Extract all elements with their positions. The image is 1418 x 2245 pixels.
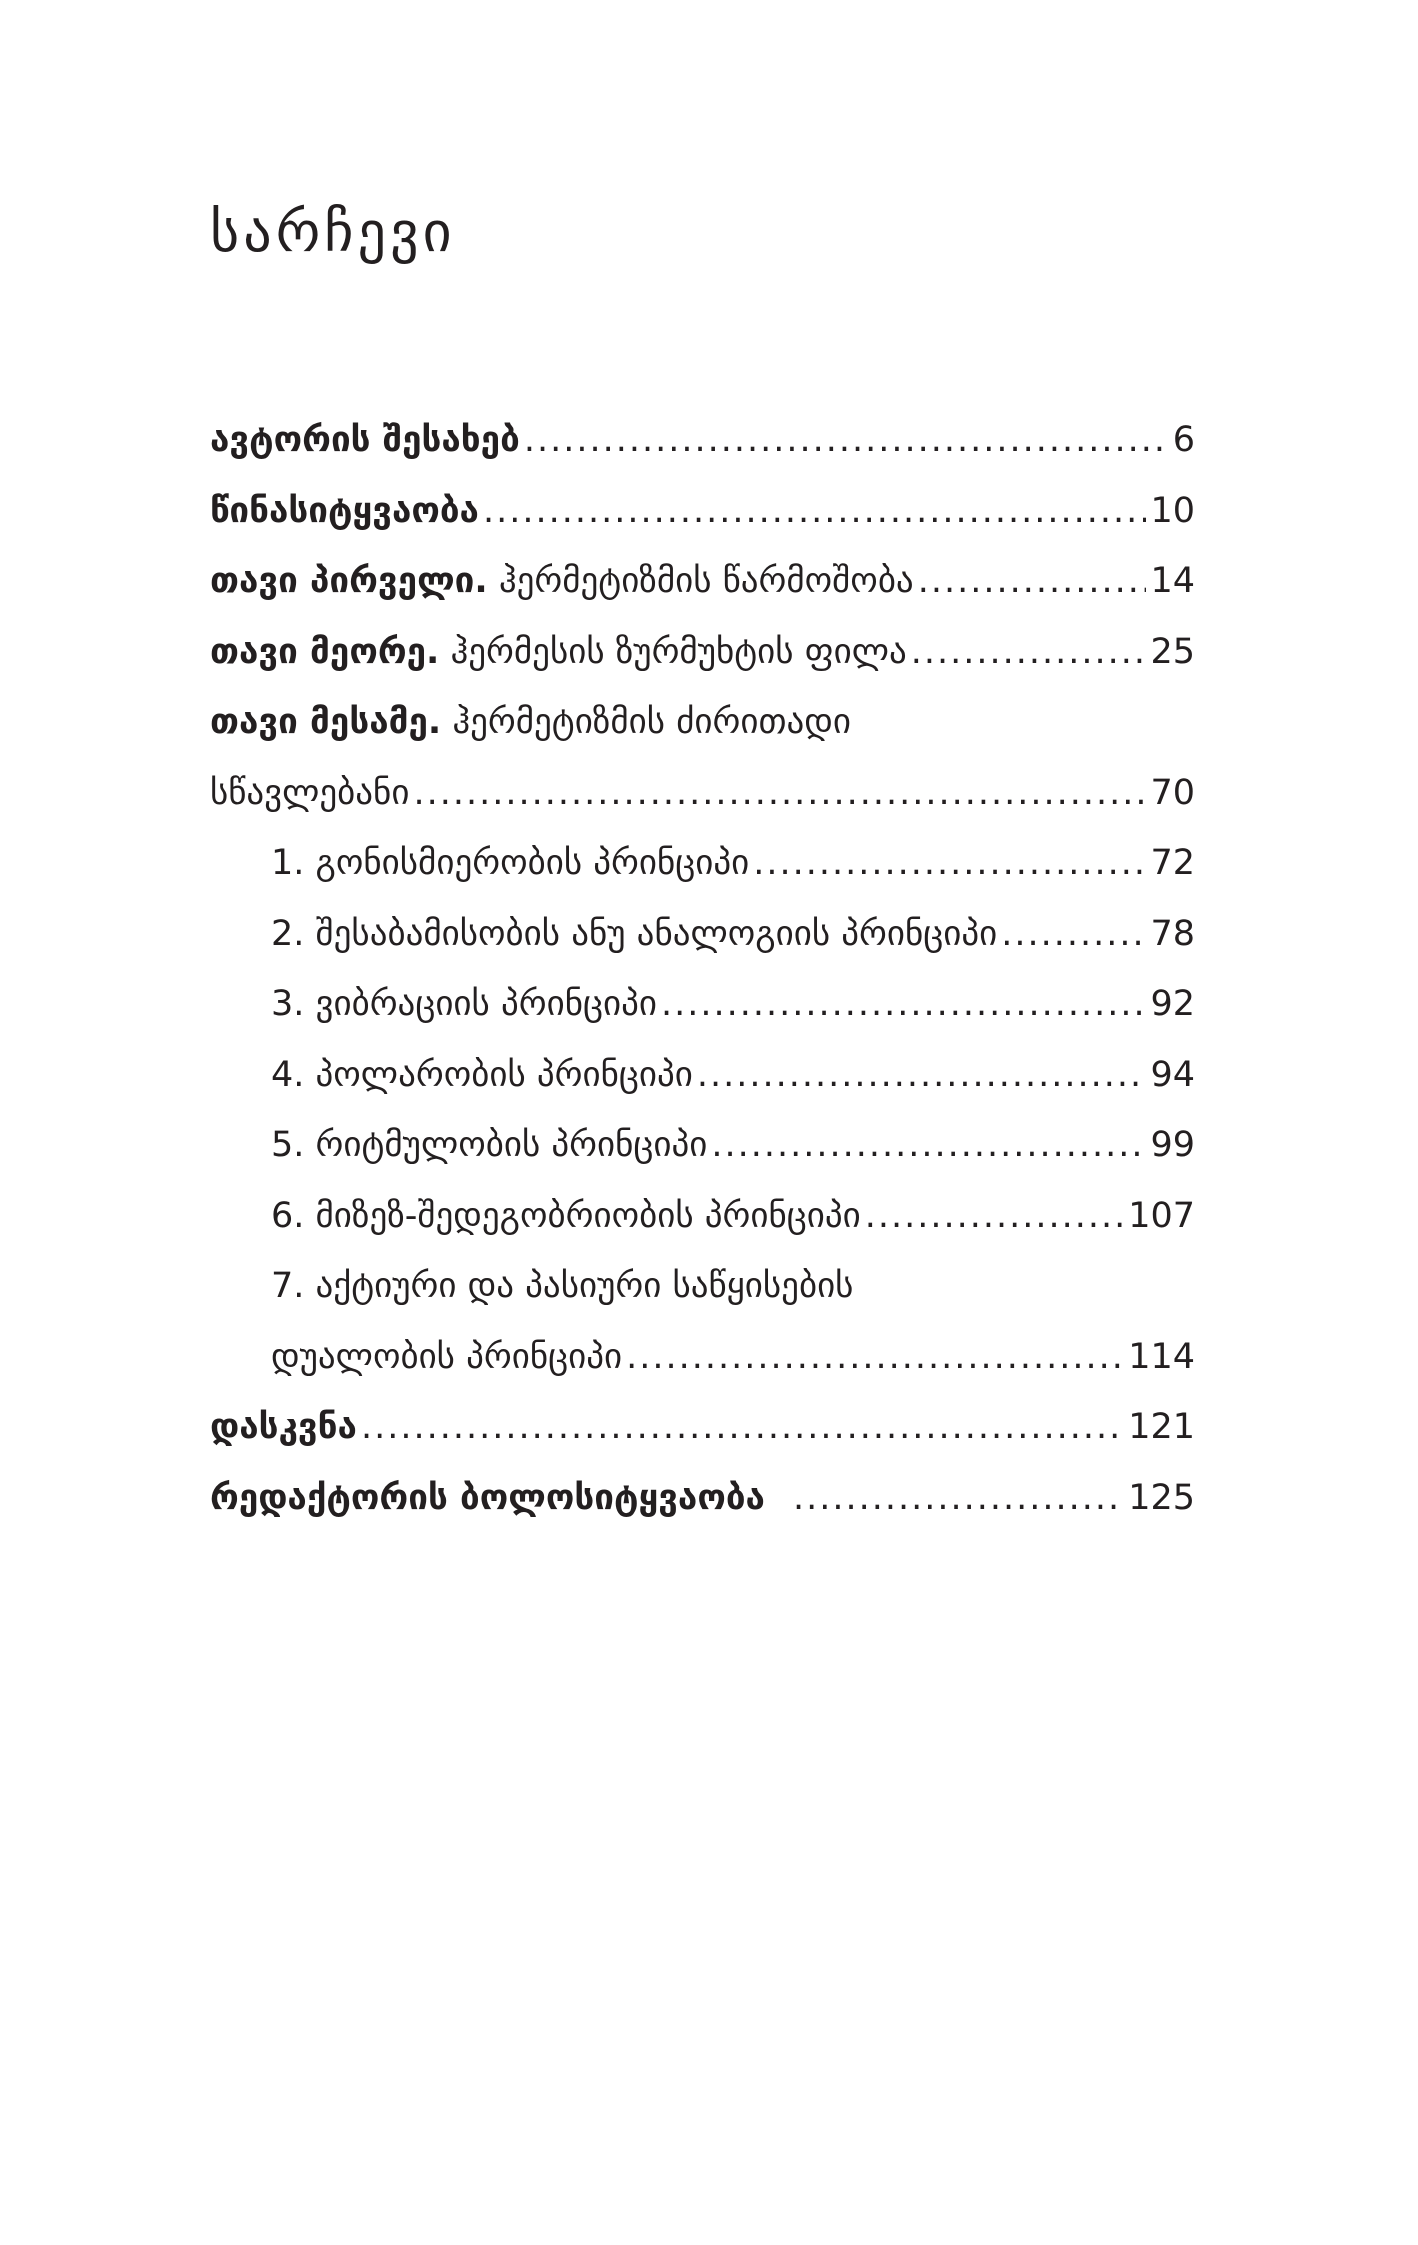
toc-entry-chapter-1[interactable] <box>210 546 1195 617</box>
toc-entry-label: 3. ვიბრაციის პრინციპი <box>271 984 657 1024</box>
toc-entry-label: 6. მიზეზ-შედეგობრიობის პრინციპი <box>271 1195 861 1236</box>
toc-leader-dots <box>918 546 1147 617</box>
toc-entry-label <box>210 1463 765 1534</box>
toc-page-number: 114 <box>1128 1336 1195 1377</box>
toc-entry-label <box>210 687 851 758</box>
toc-page-number: 99 <box>1150 1125 1195 1165</box>
toc-entry-label: 1. გონისმიერობის პრინციპი <box>271 843 750 883</box>
toc-entry-principle-3[interactable] <box>210 969 1195 1040</box>
toc-leader-dots <box>413 758 1146 829</box>
toc-entry-about-author[interactable] <box>210 405 1195 476</box>
toc-entry-bold: რედაქტორის ბოლოსიტყვაობა <box>210 1477 765 1518</box>
toc-page-number: 92 <box>1150 984 1195 1024</box>
toc-entry-bold: წინასიტყვაობა <box>210 490 479 531</box>
toc-page-number: 121 <box>1128 1407 1195 1447</box>
toc-entry-principle-7[interactable] <box>210 1251 1195 1322</box>
toc-entry-principle-5[interactable] <box>210 1110 1195 1181</box>
toc-entry-text: ჰერმეტიზმის წარმოშობა <box>487 561 914 601</box>
toc-entry-bold: თავი მესამე. <box>210 702 442 742</box>
page-title: სარჩევი <box>210 200 456 265</box>
toc-entry-label: 7. აქტიური და პასიური საწყისების <box>271 1266 854 1306</box>
toc-leader-dots <box>524 405 1169 476</box>
toc-leader-dots <box>711 1110 1146 1181</box>
toc-leader-dots <box>697 1040 1147 1111</box>
toc-entry-label: 5. რიტმულობის პრინციპი <box>271 1125 708 1165</box>
toc-entry-label: 4. პოლარობის პრინციპი <box>271 1054 693 1095</box>
toc-page-number: 25 <box>1150 631 1195 672</box>
toc-leader-dots <box>1001 899 1146 970</box>
toc-entry-foreword[interactable] <box>210 476 1195 547</box>
toc-entry-chapter-2[interactable] <box>210 617 1195 688</box>
toc-page-number: 125 <box>1128 1477 1195 1518</box>
toc-page-number: 10 <box>1150 490 1195 531</box>
toc-leader-dots <box>793 1463 1124 1534</box>
toc-entry-bold: ავტორის შესახებ <box>210 420 520 460</box>
toc-page-number: 78 <box>1150 913 1195 954</box>
toc-page-number: 94 <box>1150 1054 1195 1095</box>
toc-entry-principle-4[interactable] <box>210 1040 1195 1111</box>
toc-entry-text: ჰერმეტიზმის ძირითადი <box>441 702 852 742</box>
toc-entry-text: ჰერმესის ზურმუხტის ფილა <box>439 631 907 672</box>
toc-leader-dots <box>361 1392 1124 1463</box>
toc-entry-label: 2. შესაბამისობის ანუ ანალოგიის პრინციპი <box>271 913 998 954</box>
toc-entry-principle-2[interactable] <box>210 899 1195 970</box>
toc-page-number: 6 <box>1172 420 1195 460</box>
toc-entry-label <box>210 758 409 829</box>
toc-page-number: 107 <box>1128 1195 1195 1236</box>
toc-entry-principle-6[interactable] <box>210 1181 1195 1252</box>
toc-entry-principle-7-cont[interactable] <box>210 1322 1195 1393</box>
toc-page-number: 70 <box>1150 772 1195 813</box>
toc-leader-dots <box>911 617 1147 688</box>
toc-entry-bold: დასკვნა <box>210 1407 357 1447</box>
toc-entry-chapter-3-cont[interactable] <box>210 758 1195 829</box>
toc-entry-principle-1[interactable] <box>210 828 1195 899</box>
toc-page-number: 72 <box>1150 843 1195 883</box>
table-of-contents <box>210 405 1195 1533</box>
toc-leader-dots <box>483 476 1147 547</box>
toc-leader-dots <box>753 828 1146 899</box>
toc-entry-bold: თავი მეორე. <box>210 631 440 672</box>
toc-entry-text: სწავლებანი <box>210 772 410 813</box>
toc-leader-dots <box>626 1322 1124 1393</box>
toc-entry-label <box>210 405 520 476</box>
toc-entry-label <box>210 1392 357 1463</box>
toc-page-number: 14 <box>1150 561 1195 601</box>
toc-entry-label: დუალობის პრინციპი <box>271 1336 623 1377</box>
toc-entry-label <box>210 476 479 547</box>
toc-entry-conclusion[interactable] <box>210 1392 1195 1463</box>
toc-entry-chapter-3[interactable] <box>210 687 1195 758</box>
toc-entry-label <box>210 546 914 617</box>
toc-leader-dots <box>865 1181 1124 1252</box>
toc-entry-bold: თავი პირველი. <box>210 561 488 601</box>
toc-entry-label <box>210 617 907 688</box>
toc-leader-dots <box>661 969 1146 1040</box>
toc-entry-afterword[interactable] <box>210 1463 1195 1534</box>
